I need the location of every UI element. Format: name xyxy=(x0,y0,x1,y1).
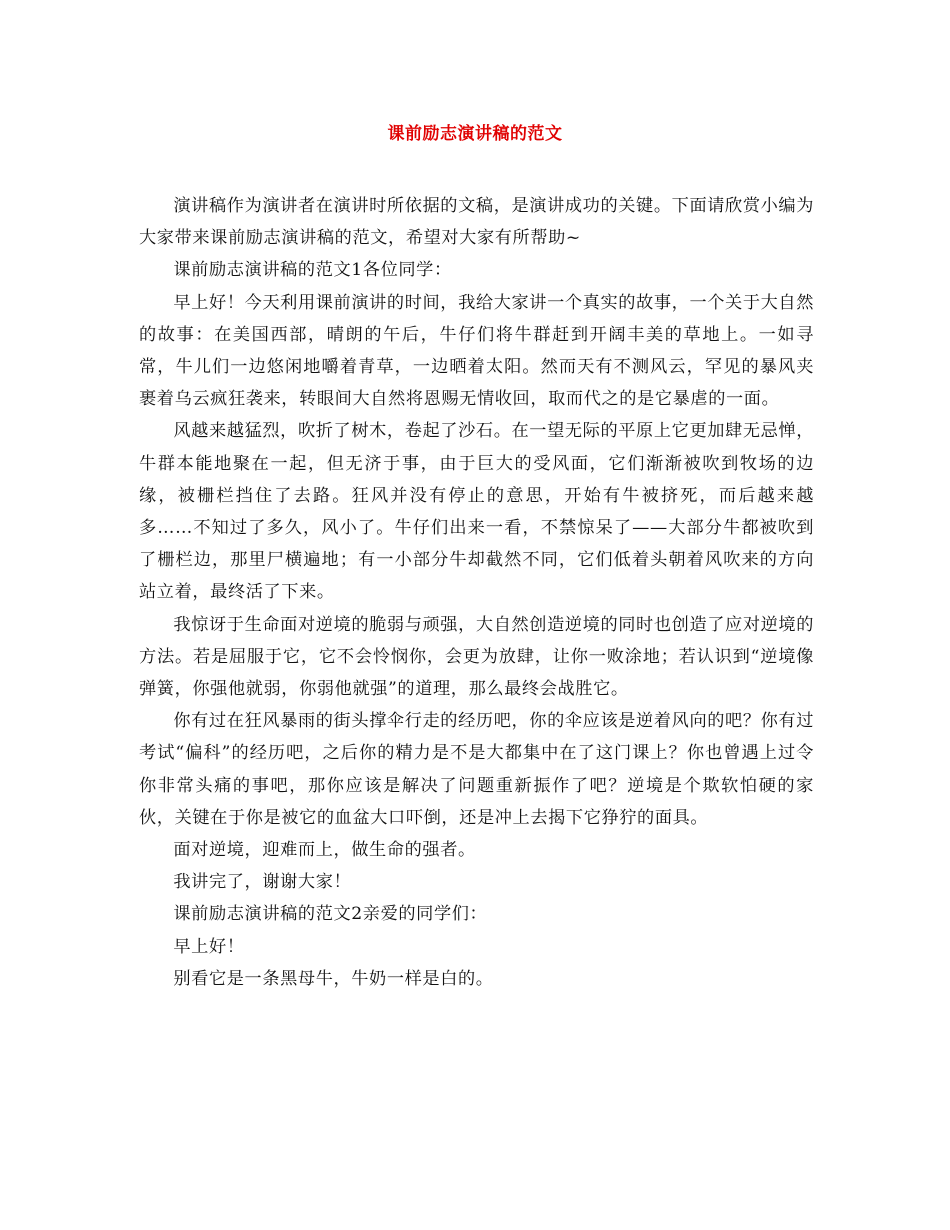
paragraph: 我讲完了，谢谢大家！ xyxy=(173,872,352,893)
document-title: 课前励志演讲稿的范文 xyxy=(387,124,563,144)
paragraph-heading-2: 课前励志演讲稿的范文2亲爱的同学们： xyxy=(173,904,488,925)
paragraph: 别看它是一条黑母牛，牛奶一样是白的。 xyxy=(173,968,494,989)
paragraph: 我惊讶于生命面对逆境的脆弱与顽强，大自然创造逆境的同时也创造了应对逆境的方法。若是屈服于它，它不会怜悯你，会更为放肆，让你一败涂地；若认识到“逆境像弹簧，你强他就弱，你弱他就强”的道理，那么最终会战胜它。 xyxy=(139,614,814,700)
paragraph: 面对逆境，迎难而上，做生命的强者。 xyxy=(173,840,476,861)
document-body xyxy=(139,190,814,995)
paragraph-intro: 演讲稿作为演讲者在演讲时所依据的文稿，是演讲成功的关键。下面请欣赏小编为大家带来课前励志演讲稿的范文，希望对大家有所帮助~ xyxy=(139,196,814,249)
paragraph: 早上好！今天利用课前演讲的时间，我给大家讲一个真实的故事，一个关于大自然的故事：在美国西部，晴朗的午后，牛仔们将牛群赶到开阔丰美的草地上。一如寻常，牛儿们一边悠闲地嚼着青草，一边晒着太阳。然而天有不测风云，罕见的暴风夹裹着乌云疯狂袭来，转眼间大自然将恩赐无情收回，取而代之的是它暴虐的一面。 xyxy=(139,292,814,410)
paragraph-heading-1: 课前励志演讲稿的范文1各位同学： xyxy=(173,260,452,281)
paragraph: 风越来越猛烈，吹折了树木，卷起了沙石。在一望无际的平原上它更加肆无忌惮，牛群本能地聚在一起，但无济于事，由于巨大的受风面，它们渐渐被吹到牧场的边缘，被栅栏挡住了去路。狂风并没有停止的意思，开始有牛被挤死，而后越来越多……不知过了多久，风小了。牛仔们出来一看，不禁惊呆了——大部分牛都被吹到了栅栏边，那里尸横遍地；有一小部分牛却截然不同，它们低着头朝着风吹来的方向站立着，最终活了下来。 xyxy=(139,421,814,603)
paragraph: 早上好！ xyxy=(173,936,245,957)
paragraph: 你有过在狂风暴雨的街头撑伞行走的经历吧，你的伞应该是逆着风向的吧？你有过考试“偏科”的经历吧，之后你的精力是不是大都集中在了这门课上？你也曾遇上过令你非常头痛的事吧，那你应该是解决了问题重新振作了吧？逆境是个欺软怕硬的家伙，关键在于你是被它的血盆大口吓倒，还是冲上去揭下它狰狞的面具。 xyxy=(139,711,814,828)
